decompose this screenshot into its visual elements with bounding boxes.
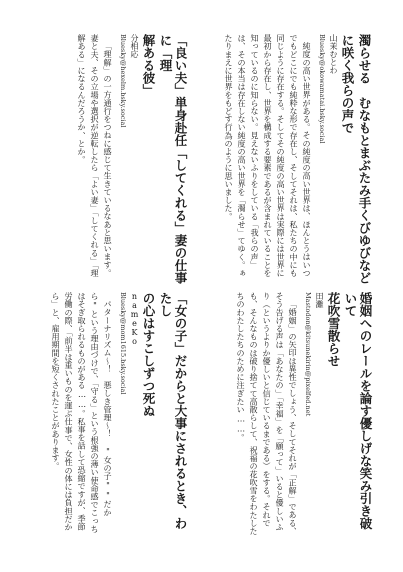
essay-section-1	[222, 34, 372, 284]
body-paragraph: 「理解」の一方通行をつねに感じて生きているなあと思います。妻と夫、その立場や選択が逆転したら「よい妻」「してくれる」「理解ある」になるんだろうか、とか。	[77, 34, 113, 277]
essay-body	[222, 34, 313, 284]
section-title-continued: の心はすこしずつ死ぬ	[141, 292, 156, 417]
section-title: 婚姻へのレールを論す優しげな笑み引き破いて	[343, 292, 373, 530]
body-paragraph: パターナリズム〜！ 悪しき管理〜！ "女の子""だから"という理由づけで、「守る」という根強の薄い使命感でこっちはそぎ取られるものがある……。私事を話して恐縮ですが、季節労働の際、「前半は重いものを運ぶ仕事で、女性の体には負担だから」と、雇用期間を短くされたことがあります。	[51, 292, 113, 533]
author-handle: Bluesky@mom1615.bsky.social	[119, 292, 127, 395]
author-handle: Bluesky@hexelm.bsky.social	[119, 34, 127, 128]
essay-section-2	[40, 34, 188, 284]
author-name: 分相応	[130, 34, 139, 58]
section-title-continued: 花吹雪散らせ	[326, 292, 341, 367]
section-title: 「女の子」だからと大事にされるとき、わたし	[158, 292, 188, 530]
body-paragraph: 「婚姻」の矢印は異性でしょう、そしてそれが「正解」である、そう告げる声は「あなたの」「幸福」を「願って」いると優しいふり（というよりか優しいと信じているまである）をする。それでも、そんなものは破り捨てて高散らして、祝福の花吹雪をわたしたちのわたしたちのために注ぎたい……。	[236, 292, 298, 535]
author-handle: Bluesky@okowamatai.bsky.social	[318, 34, 326, 144]
section-title-continued: に咲く我らの声で	[340, 34, 355, 134]
author-handle: Mastodon@kitsunekirin@pixelfed.net	[304, 292, 312, 417]
section-title-continued: 解ある彼」	[141, 34, 156, 97]
section-title: 「良い夫」単身赴任「してくれる」妻の仕事に「理	[158, 34, 188, 284]
essay-body	[234, 292, 299, 538]
essay-section-3	[207, 292, 373, 538]
author-name: 田灘	[315, 292, 324, 308]
author-name: 山茉むとわ	[329, 34, 338, 74]
section-title: 濁らせる むなもとまぶたみ手くびゆびなど	[357, 34, 372, 284]
essay-body	[75, 34, 114, 284]
essay-section-4	[40, 292, 188, 538]
author-name: nameKo	[130, 292, 139, 346]
body-paragraph: 純度の高い世界がある。その純度の高い世界は、ほんとうはいつでもどこにでも純粋な形で存在し、そしてそれは、私たちの中にも同じように存在する。そしてその純度の高い世界は実際には世界に最初から存在し、世界を構成する要素であるが含まれていることを知っているのに知らない。見えないふりをしている「我らの声」は、その本当は存在しない純度の高い世界を「濁らせ」てゆく。ぁたりまえに世界をもどす行為のように思いました。	[224, 34, 312, 277]
essay-body	[49, 292, 114, 538]
